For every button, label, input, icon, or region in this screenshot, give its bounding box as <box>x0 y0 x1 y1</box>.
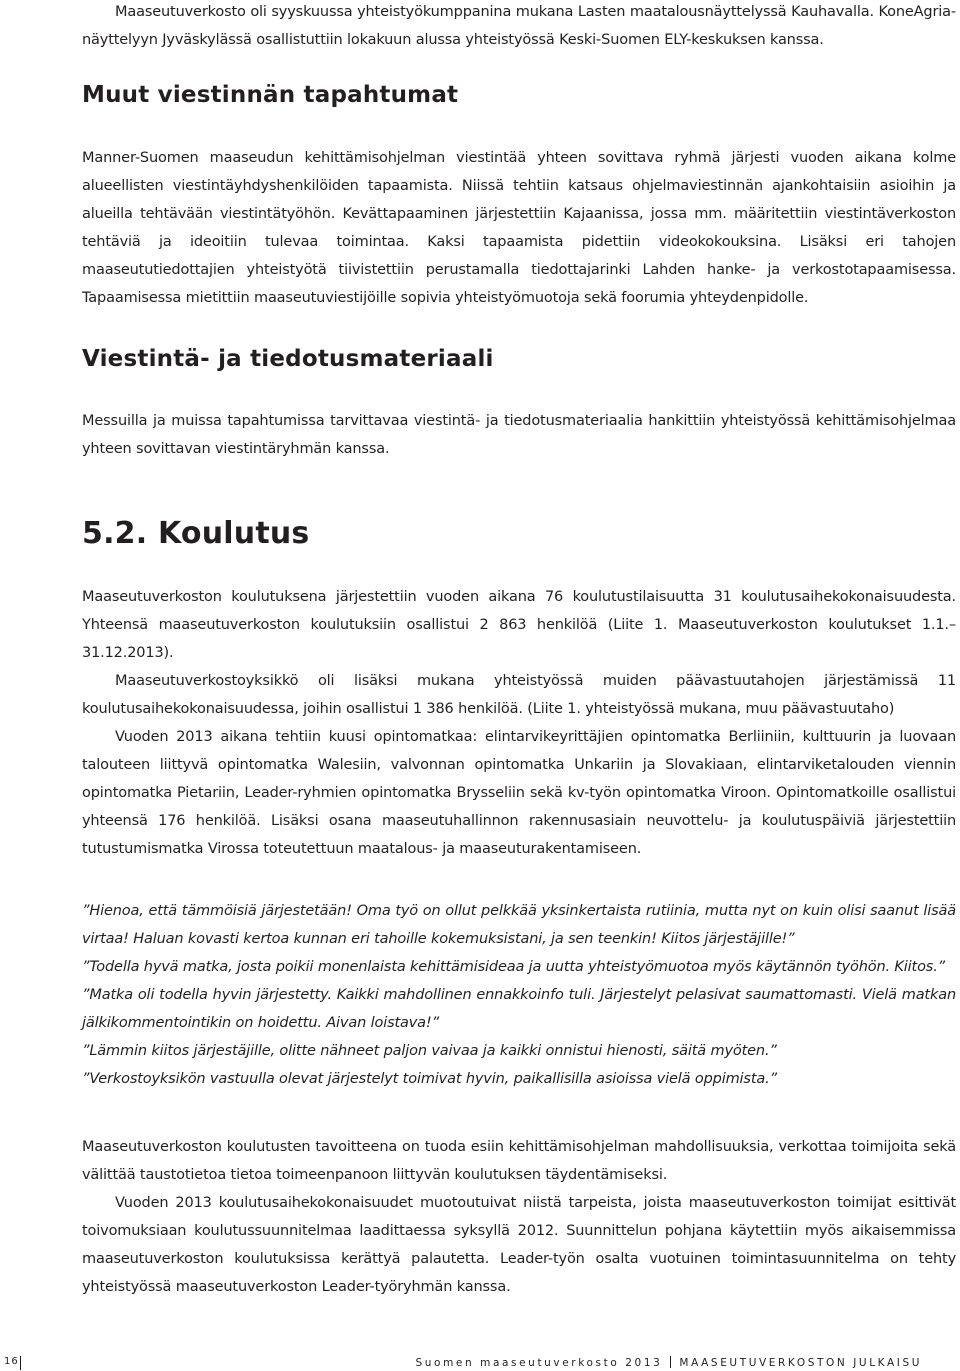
heading-other-events: Muut viestinnän tapahtumat <box>82 82 459 108</box>
heading-materials: Viestintä- ja tiedotusmateriaali <box>82 346 494 372</box>
training-paragraph-1: Maaseutuverkoston koulutuksena järjestettiin vuoden aikana 76 koulutustilaisuutta 31 koulutusaihekokonaisuudesta. Yhteensä maaseutuverkoston koulutuksiin osallistui 2 863 henkilöä (Liite 1. Maaseutuverkoston koulutukset 1.1.–31.12.2013). <box>82 589 956 661</box>
feedback-quotes <box>82 897 956 1093</box>
footer-publication <box>416 1356 922 1369</box>
training-paragraph-3: Vuoden 2013 aikana tehtiin kuusi opintomatkaa: elintarvikeyrittäjien opintomatka Berliiniin, kulttuurin ja luovaan talouteen liittyvä opintomatka Walesiin, valvonnan opintomatka Unkariin ja Slovakiaan, elintarviketalouden viennin opintomatka Pietariin, Leader-ryhmien opintomatka Brysseliin sekä kv-työn opintomatka Viroon. Opintomatkoille osallistui yhteensä 176 henkilöä. Lisäksi osana maaseutuhallinnon rakennusasiain neuvottelu- ja koulutuspäiviä järjestettiin tutustumismatka Virossa toteutettuun maatalous- ja maaseuturakentamiseen. <box>82 729 956 857</box>
page-footer <box>0 1348 960 1371</box>
quote-5: ”Verkostoyksikön vastuulla olevat järjestelyt toimivat hyvin, paikallisilla asioissa vielä oppimista.” <box>82 1071 777 1087</box>
other-events-paragraph: Manner-Suomen maaseudun kehittämisohjelman viestintää yhteen sovittava ryhmä järjesti vuoden aikana kolme alueellisten viestintäyhdyshenkilöiden tapaamista. Niissä tehtiin katsaus ohjelmaviestinnän ajankohtaisiin asioihin ja alueilla tehtävään viestintätyöhön. Kevättapaaminen järjestettiin Kajaanissa, jossa mm. määritettiin viestintäverkoston tehtäviä ja ideoitiin tulevaa toimintaa. Kaksi tapaamista pidettiin videokokouksina. Lisäksi eri tahojen maaseututiedottajien yhteistyötä tiivistettiin perustamalla tiedottajarinki Lahden hanke- ja verkostotapaamisessa. Tapaamisessa mietittiin maaseutuviestijöille sopivia yhteistyömuotoja sekä foorumia yhteydenpidolle. <box>82 150 956 306</box>
publication-series: MAASEUTUVERKOSTON JULKAISU <box>679 1357 922 1369</box>
heading-training: 5.2. Koulutus <box>82 516 310 551</box>
materials-paragraph: Messuilla ja muissa tapahtumissa tarvittavaa viestintä- ja tiedotusmateriaalia hankittiin yhteistyössä kehittämisohjelmaa yhteen sovittavan viestintäryhmän kanssa. <box>82 413 956 457</box>
training-section <box>82 583 956 1301</box>
page-number: 16 <box>4 1356 19 1367</box>
quote-2: ”Todella hyvä matka, josta poikii monenlaista kehittämisideaa ja uutta yhteistyömuotoa myös käytännön työhön. Kiitos.” <box>82 959 946 975</box>
intro-paragraph: Maaseutuverkosto oli syyskuussa yhteistyökumppanina mukana Lasten maatalousnäyttelyssä Kauhavalla. KoneAgria-näyttelyyn Jyväskylässä osallistuttiin lokakuun alussa yhteistyössä Keski-Suomen ELY-keskuksen kanssa. <box>82 4 956 48</box>
footer-separator <box>670 1356 671 1368</box>
training-paragraph-5: Vuoden 2013 koulutusaihekokonaisuudet muotoutuivat niistä tarpeista, joista maaseutuverkoston toimijat esittivät toivomuksiaan koulutussuunnitelmaa laadittaessa syksyllä 2012. Suunnittelun pohjana käytettiin myös aikaisemmissa maaseutuverkoston koulutuksissa kerättyä palautetta. Leader-työn osalta vuotuinen toimintasuunnitelma on tehty yhteistyössä maaseutuverkoston Leader-työryhmän kanssa. <box>82 1195 956 1295</box>
training-paragraph-4: Maaseutuverkoston koulutusten tavoitteena on tuoda esiin kehittämisohjelman mahdollisuuksia, verkottaa toimijoita sekä välittää taustotietoa tietoa toimeenpanoon liittyvän koulutuksen täydentämiseksi. <box>82 1139 956 1183</box>
training-paragraph-2: Maaseutuverkostoyksikkö oli lisäksi mukana yhteistyössä muiden päävastuutahojen järjestämissä 11 koulutusaihekokonaisuudessa, joihin osallistui 1 386 henkilöä. (Liite 1. yhteistyössä mukana, muu päävastuutaho) <box>82 673 956 717</box>
quote-3: ”Matka oli todella hyvin järjestetty. Kaikki mahdollinen ennakkoinfo tuli. Järjestelyt pelasivat saumattomasti. Vielä matkan jälkikommentointikin on hoidettu. Aivan loistava!” <box>82 987 956 1031</box>
quote-4: ”Lämmin kiitos järjestäjille, olitte nähneet paljon vaivaa ja kaikki onnistui hienosti, säitä myöten.” <box>82 1043 777 1059</box>
publication-title: Suomen maaseutuverkosto 2013 <box>415 1357 663 1369</box>
quote-1: ”Hienoa, että tämmöisiä järjestetään! Oma työ on ollut pelkkää yksinkertaista rutiinia, mutta nyt on kuin olisi saanut lisää virtaa! Haluan kovasti kertoa kunnan eri tahoille kokemuksistani, ja sen teenkin! Kiitos järjestäjille!” <box>82 903 956 947</box>
footer-divider <box>20 1356 21 1370</box>
